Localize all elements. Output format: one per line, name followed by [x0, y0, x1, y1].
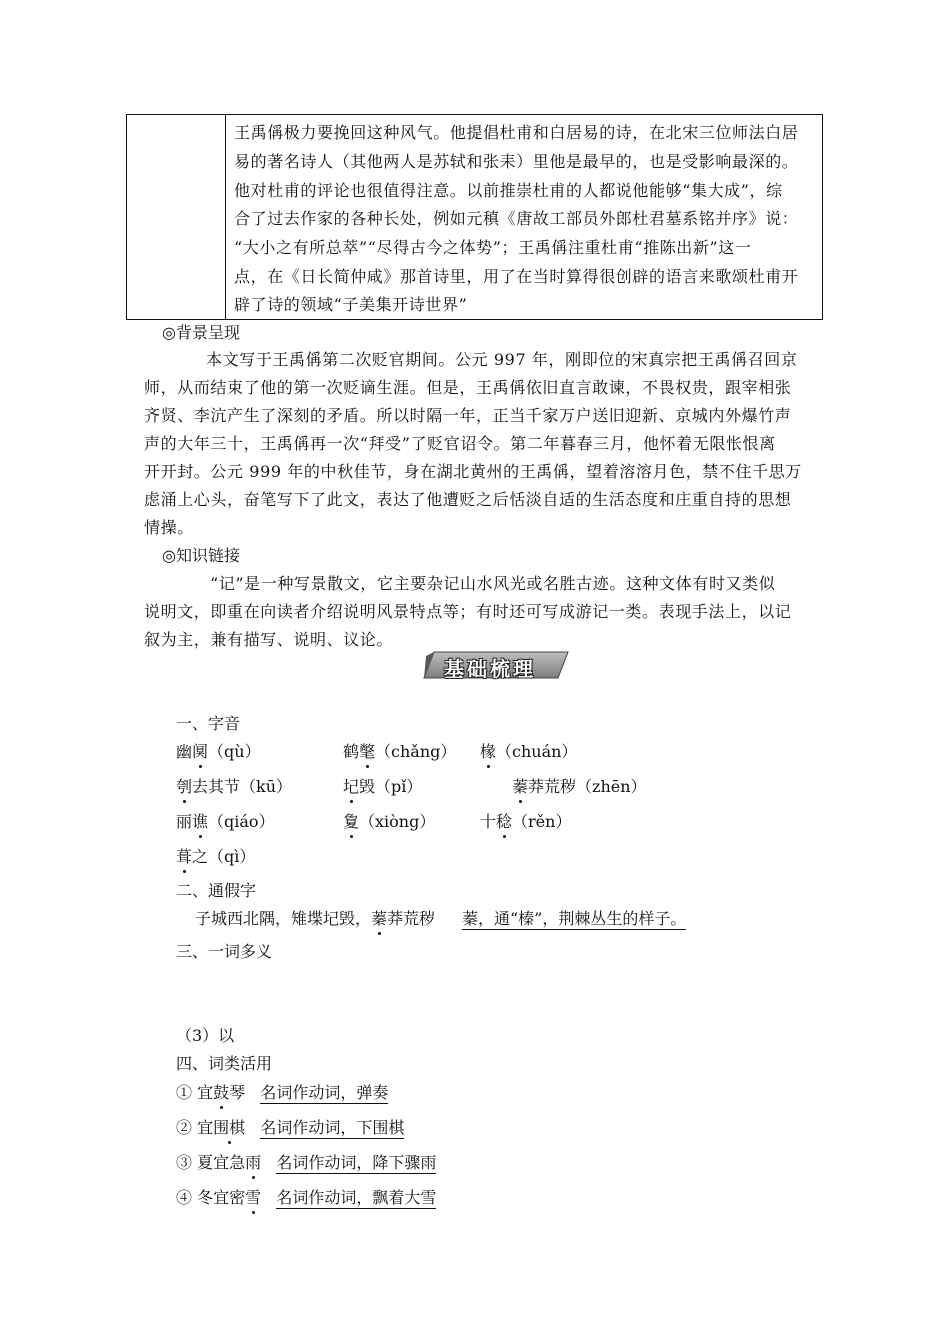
- word-class-item: [176, 1117, 404, 1139]
- pronunciation-item: [176, 811, 275, 833]
- table-line: 他对杜甫的评论也很值得注意。以前推崇杜甫的人都说他能够“集大成”，综: [234, 181, 783, 200]
- word-class-item: [176, 1152, 436, 1174]
- item-pre: 鹤: [343, 742, 360, 761]
- tongjia-answer-text: 蓁，通“榛”，荆棘丛生的样子。: [462, 909, 687, 928]
- item-post: 莽荒秽（zhēn）: [528, 777, 647, 796]
- item-pre: 宜: [192, 1083, 214, 1102]
- background-line: 情操。: [144, 518, 194, 537]
- pronunciation-item: [480, 741, 577, 763]
- item-post: （chuán）: [496, 742, 578, 761]
- word-class-item: [176, 1187, 436, 1209]
- background-line: 开开封。公元 999 年的中秋佳节，身在湖北黄州的王禹偁，望着溶溶月色，禁不住千思万: [144, 462, 802, 481]
- background-line: 师，从而结束了他的第一次贬谪生涯。但是，王禹偁依旧直言敢谏，不畏权贵，跟宰相张: [144, 378, 792, 397]
- knowledge-line: 说明文，即重在向读者介绍说明风景特点等；有时还可写成游记一类。表现手法上，以记: [144, 602, 792, 621]
- tongjia-sentence: [195, 908, 435, 930]
- item-dotted-char: 圮: [343, 777, 360, 796]
- item-dotted-char: 夐: [343, 812, 360, 831]
- pronunciation-item: [343, 811, 435, 833]
- item-pre: 宜: [192, 1118, 214, 1137]
- item-pre: 冬宜密: [192, 1188, 246, 1207]
- item-post: （chǎng）: [375, 742, 457, 761]
- item-answer: 名词作动词，降下骤雨: [276, 1153, 437, 1172]
- item-dotted-char: 椽: [480, 742, 497, 761]
- item-dotted-char: 鼓: [213, 1083, 230, 1102]
- pronunciation-item: [343, 741, 456, 763]
- item-number: ②: [176, 1118, 193, 1137]
- table-line: “大小之有所总萃”“尽得古今之体势”；王禹偁注重杜甫“推陈出新”这一: [234, 238, 752, 257]
- item-dotted-char: 稔: [496, 812, 513, 831]
- background-heading: ◎背景呈现: [162, 323, 240, 342]
- item-gap: [245, 1083, 260, 1102]
- section3-heading: 三、一词多义: [176, 942, 273, 961]
- item-post: （rěn）: [512, 812, 572, 831]
- table-column-divider: [225, 115, 226, 319]
- item-post: 毁（pǐ）: [359, 777, 423, 796]
- pronunciation-item: [176, 776, 292, 798]
- background-line: 本文写于王禹偁第二次贬官期间。公元 997 年，刚即位的宋真宗把王禹偁召回京: [206, 350, 798, 369]
- tongjia-sentence-pre: 子城西北隅，雉堞圮毁，: [195, 909, 372, 928]
- item-dotted-char: 谯: [192, 812, 209, 831]
- item-post: 琴: [229, 1083, 246, 1102]
- section3-item3: （3）以: [176, 1026, 235, 1045]
- pronunciation-item: [512, 776, 647, 798]
- section1-heading: 一、字音: [176, 714, 241, 733]
- item-dotted-char: 雪: [245, 1188, 262, 1207]
- pronunciation-item: [343, 776, 422, 798]
- word-class-item: [176, 1082, 388, 1104]
- pronunciation-item: [480, 811, 571, 833]
- table-line: 易的著名诗人（其他两人是苏轼和张耒）里他是最早的，也是受影响最深的。: [234, 152, 799, 171]
- item-post: （qù）: [208, 742, 261, 761]
- table-line: 合了过去作家的各种长处，例如元稹《唐故工部员外郎杜君墓系铭并序》说：: [234, 209, 799, 228]
- item-dotted-char: 围棋: [213, 1118, 246, 1137]
- section2-heading: 二、通假字: [176, 881, 257, 900]
- item-pre: 幽: [176, 742, 193, 761]
- item-dotted-char: 氅: [359, 742, 376, 761]
- pronunciation-item: [176, 846, 255, 868]
- pronunciation-item: [176, 741, 261, 763]
- tongjia-dotted-char: 蓁: [371, 909, 388, 928]
- item-dotted-char: 雨: [245, 1153, 262, 1172]
- section-banner: [420, 648, 570, 682]
- table-line: 王禹偁极力要挽回这种风气。他提倡杜甫和白居易的诗，在北宋三位师法白居: [234, 123, 799, 142]
- knowledge-heading: ◎知识链接: [162, 546, 240, 565]
- item-dotted-char: 蓁: [512, 777, 529, 796]
- knowledge-line: “记”是一种写景散文，它主要杂记山水风光或名胜古迹。这种文体有时又类似: [210, 574, 776, 593]
- item-post: 去其节（kū）: [192, 777, 293, 796]
- item-number: ④: [176, 1188, 193, 1207]
- item-dotted-char: 葺: [176, 847, 193, 866]
- banner-title: 基础梳理: [444, 657, 536, 681]
- item-gap: [261, 1153, 276, 1172]
- item-answer: 名词作动词，飘着大雪: [276, 1188, 437, 1207]
- item-post: （qiáo）: [208, 812, 275, 831]
- background-line: 虑涌上心头，奋笔写下了此文，表达了他遭贬之后恬淡自适的生活态度和庄重自持的思想: [144, 490, 792, 509]
- item-dotted-char: 阒: [192, 742, 209, 761]
- item-number: ①: [176, 1083, 193, 1102]
- background-line: 齐贤、李沆产生了深刻的矛盾。所以时隔一年，正当千家万户送旧迎新、京城内外爆竹声: [144, 406, 792, 425]
- item-number: ③: [176, 1153, 193, 1172]
- knowledge-line: 叙为主，兼有描写、说明、议论。: [144, 630, 394, 649]
- item-pre: 丽: [176, 812, 193, 831]
- background-line: 声的大年三十，王禹偁再一次“拜受”了贬官诏令。第二年暮春三月，他怀着无限怅恨离: [144, 434, 776, 453]
- item-answer: 名词作动词，下围棋: [260, 1118, 405, 1137]
- section4-heading: 四、词类活用: [176, 1054, 273, 1073]
- item-post: 之（qì）: [192, 847, 256, 866]
- item-pre: 夏宜急: [192, 1153, 246, 1172]
- item-post: （xiòng）: [359, 812, 436, 831]
- table-line: 点，在《日长简仲咸》那首诗里，用了在当时算得很创辟的语言来歌颂杜甫开: [234, 267, 799, 286]
- item-dotted-char: 刳: [176, 777, 193, 796]
- item-answer: 名词作动词，弹奏: [260, 1083, 389, 1102]
- item-pre: 十: [480, 812, 497, 831]
- item-gap: [245, 1118, 260, 1137]
- table-line: 辟了诗的领域“子美集开诗世界”: [234, 295, 468, 314]
- tongjia-sentence-post: 莽荒秽: [387, 909, 436, 928]
- item-gap: [261, 1188, 276, 1207]
- tongjia-answer: [462, 908, 686, 930]
